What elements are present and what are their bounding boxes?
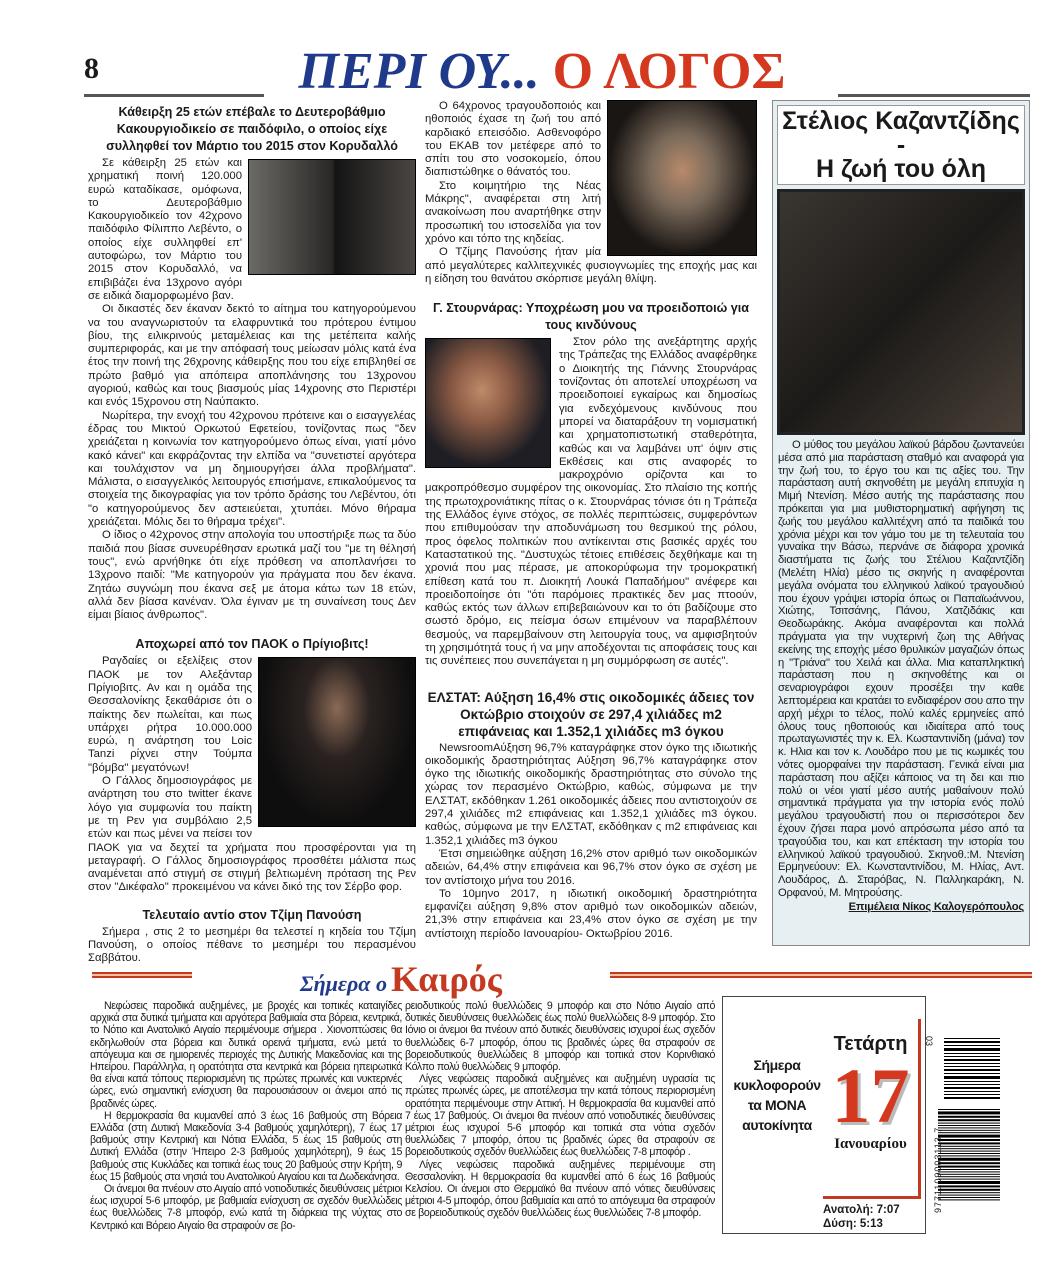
article-paragraph: Στον ρόλο της ανεξάρτητης αρχής της Τράπεζας της Ελλάδος αναφέρθηκε ο Διοικητής της Γιάννης Στουρνάρας τονίζοντας ότι αποτελεί υποχρέωση να προειδοποιεί εγκαίρως και δημοσίως για ενδεχόμενους κινδύνους που μπορεί να διαταράξουν τη νομισματική και χρηματοπιστωτική σταθερότητα, καθώς και να λαμβάνει υπ' όψιν στις Εκθέσεις και στις αναφορές το μακροχρόνιο ορίζοντα και το μακροπρόθεσμο συμφέρον της οικονομίας. Στο πλαίσιο της κοπής της πρωτοχρονιάτικης πίτας ο κ. Στουρνάρας τόνισε ότι η Τράπεζα της Ελλάδος έγινε στόχος, σε πολλές περιπτώσεις, συμφερόντων που επιθυμούσαν την αποδυνάμωση του θεσμικού της ρόλου, προς όφελος πολιτικών που αντίκεινται στις βασικές αρχές του Καταστατικού της. "Δυστυχώς τέτοιες επιθέσεις δεχθήκαμε και τη χρονιά που μας πέρασε, με αποκορύφωμα την τρομοκρατική επίθεση κατά του π. Διοικητή Λουκά Παπαδήμου" ανέφερε και προειδοποίησε ότι "ότι παρόμοιες πρακτικές δεν μας πτοούν, καθώς εκτός των άλλων επιβεβαιώνουν και το ότι βαδίζουμε στο σωστό δρόμο, εις πείσμα όσων επιμένουν να παραβλέπουν θεσμούς, να παρεμβαίνουν στη λειτουργία τους, να αμφισβητούν τη χρησιμότητά τους ή να μην αποδέχονται τις αποφάσεις τους και τις συνέπειες που συνεπάγεται η μη συμμόρφωση σε αυτές". — [425, 336, 757, 668]
photo-stournaras — [425, 338, 551, 468]
headline-stournaras: Γ. Στουρνάρας: Υποχρέωση μου να προειδοποιώ για τους κινδύνους — [433, 301, 749, 333]
kazantzidis-feature — [772, 100, 1030, 946]
headline-elstat: ΕΛΣΤΑΤ: Αύξηση 16,4% στις οικοδομικές άδειες τον Οκτώβριο στοιχούν σε 297,4 χιλιάδες m2 επιφάνειας και 1.352,1 χιλιάδες m3 όγκου — [427, 689, 755, 739]
masthead-part1: ΠΕΡΙ ΟΥ... — [298, 43, 540, 100]
weather-column-1 — [90, 1000, 402, 1232]
date-box — [722, 996, 926, 1234]
article-paragraph: Σήμερα , στις 2 το μεσημέρι θα τελεστεί η κηδεία του Τζίμη Πανούση, ο οποίος πέθανε το μεσημέρι του περασμένου Σαββάτου. — [88, 925, 416, 965]
notice-line: αυτοκίνητα — [742, 1117, 812, 1133]
column-2 — [425, 100, 757, 941]
article-paragraph: Σε κάθειρξη 25 ετών και χρηματική ποινή 120.000 ευρώ καταδίκασε, ομόφωνα, το Δευτεροβάθμιο Κακουργιοδικείο τον 42χρονο παιδόφιλο Φίλιππο Λεβέντο, ο οποίος είχε συλληφθεί επ' αυτοφώρω, τον Μάρτιο του 2015 στον Κορυδαλλό, να επιβιβάζει ένα 13χρονο αγόρι σε ειδικά διαμορφωμένο βαν. — [88, 157, 242, 302]
weather-paragraph: Η θερμοκρασία θα κυμανθεί από 3 έως 16 βαθμούς στη Βόρεια Ελλάδα (στη Δυτική Μακεδονία 3-4 βαθμούς χαμηλότερη), 7 έως 17 βαθμούς στην Κεντρική και Νότια Ελλάδα, 5 έως 15 βαθμούς στη Δυτική Ελλάδα (στην Ήπειρο 2-3 βαθμούς χαμηλότερη), 9 έως 15 βαθμούς στις Κυκλάδες και τοπικά έως τους 20 βαθμούς στην Κρήτη, 9 έως 15 βαθμούς στα νησιά του Ανατολικού Αιγαίου και τα Δωδεκάνησα. — [90, 1109, 402, 1183]
header-rule-right — [838, 94, 1030, 97]
traffic-notice — [731, 1055, 823, 1135]
article-paragraph: Ο 64χρονος τραγουδοποιός και ηθοποιός έχασε τη ζωή του από καρδιακό επεισόδιο. Ασθενοφόρο του ΕΚΑΒ τον μετέφερε από το σπίτι του στο νοσοκομείο, όπου διαπιστώθηκε ο θάνατός του. — [425, 100, 601, 179]
notice-line: Σήμερα — [753, 1057, 801, 1073]
barcode-number: 9771109003113 7 — [933, 1126, 943, 1213]
column-1 — [88, 100, 416, 966]
weekday: Τετάρτη — [833, 1033, 908, 1055]
weather-paragraph: Νεφώσεις παροδικά αυξημένες, με βροχές και τοπικές καταιγίδες αρχικά στα δυτικά τμήματα και αργότερα βαθμιαία στα βόρεια, κεντρικά, το Νότιο και Ανατολικό Αιγαίο περιμένουμε σήμερα . Χιονοπτώσεις θα εκδηλωθούν στα βόρεια και δυτικά ορεινά τμήματα, ενώ μετά το απόγευμα και σε ημιορεινές περιοχές της Δυτικής Μακεδονίας και της Ηπείρου. Παράλληλα, η ορατότητα στα κεντρικά και βόρεια ηπειρωτικά θα είναι κατά τόπους περιορισμένη τις πρώτες πρωινές και νυκτερινές ώρες, ενώ σημαντική ενίσχυση θα παρουσιάσουν οι άνεμοι από τις βραδινές ώρες. — [90, 1000, 402, 1110]
feature-title-line1: Στέλιος Καζαντζίδης - — [782, 107, 1020, 159]
banner-rule-left — [92, 972, 192, 978]
feature-title — [777, 105, 1025, 185]
section-masthead — [262, 42, 822, 101]
headline-paok: Αποχωρεί από τον ΠΑΟΚ ο Πρίγιοβιτς! — [135, 637, 369, 652]
weather-paragraph: Οι άνεμοι θα πνέουν στο Αιγαίο από νοτιοδυτικές διευθύνσεις μέτριοι έως ισχυροί 5-6 μποφόρ, με βαθμιαία ενίσχυση σε σχεδόν θυελλώδεις έως θυελλώδεις 7-8 μποφόρ, ενώ κατά τη διάρκεια της νύχτας στο Κεντρικό και Βόρειο Αιγαίο θα στραφούν σε βο- — [90, 1183, 402, 1232]
article-paragraph: Ο ίδιος ο 42χρονος στην απολογία του υποστήριξε πως τα δύο παιδιά που βίασε συνευρέθησαν ερωτικά μαζί του "με τη θέλησή τους", ενώ αρνήθηκε ότι είχε πρόθεση να αποπλανήσει το 13χρονο παιδί: "Με κατηγορούν για πράγματα που δεν έκανα. Ζητάω συγνώμη που έκανα σεξ με άτομα κάτω των 18 ετών, αλλά δεν βίασα κανέναν. Όλα έγιναν με τη συναίνεση τους Δεν είμαι βίαιος άνθρωπος". — [88, 529, 416, 622]
feature-title-line2: Η ζωή του όλη — [815, 155, 987, 183]
article-paragraph: NewsroomΑύξηση 96,7% καταγράφηκε στον όγκο της ιδιωτικής οικοδομικής δραστηριότητας Αύξηση 96,7% καταγράφηκε στον όγκο της ιδιωτικής οικοδομικής δραστηριότητας στο σύνολο της χώρας τον περασμένο Οκτώβριο, καθώς, σύμφωνα με την ΕΛΣΤΑΤ, εκδόθηκαν 1.261 οικοδομικές άδειες που αντιστοιχούν σε 297,4 χιλιάδες m2 επιφάνειας και 1.352,1 χιλιάδες m3 όγκου. καθώς, σύμφωνα με την ΕΛΣΤΑΤ, εκδόθηκαν ς m2 επιφάνειας και 1.352,1 χιλιάδες m3 όγκου — [425, 741, 757, 847]
feature-credit: Επιμέλεια Νίκος Καλογερόπουλος — [848, 900, 1024, 913]
weather-paragraph: Λίγες νεφώσεις παροδικά αυξημένες και αυξημένη υγρασία τις πρώτες πρωινές ώρες, με αποτέλεσμα την κατά τόπους περιορισμένη ορατότητα περιμένουμε στην Αττική. Η θερμοκρασία θα κυμανθεί από 7 έως 17 βαθμούς. Οι άνεμοι θα πνέουν από νοτιοδυτικές διευθύνσεις μέτριοι έως ισχυροί 5-6 μποφόρ και τοπικά στα νότια σχεδόν θυελλώδεις 7 μποφόρ, όπου τις βραδινές ώρες θα στραφούν σε βορειοδυτικούς σχεδόν θυελλώδεις έως θυελλώδεις 7-8 μποφόρ . — [405, 1073, 715, 1159]
headline-kathirxi: Κάθειρξη 25 ετών επέβαλε το Δευτεροβάθμιο Κακουργιοδικείο σε παιδόφιλο, ο οποίος είχε συλληφθεί τον Μάρτιο του 2015 στον Κορυδαλλό — [106, 105, 398, 153]
banner-rule-right — [610, 972, 1032, 978]
feature-paragraph: Ο μύθος του μεγάλου λαϊκού βάρδου ζωντανεύει μέσα από μια παράσταση σταθμό και αναφορά για την ζωή του, το έργο του και τις αξίες του. Την παράσταση αυτή σκηνοθέτη με μεγάλη επιτυχία η Μιμή Ντενίση. Μέσο αυτής της παράστασης που πρόκειται για μια μυθιστορηματική αφήγηση τις ζωής του μεγάλου καλλιτέχνη από τα παιδικά του χρόνια μέχρι και τον γάμο του με τη τελευταία του γυναίκα την Βάσω, περνάνε σε διάφορα χρονικά διαστήματα τις ζωής του Στέλιου Καζαντζίδη (Μελέτη Ηλία) μέσο τις σκηνής η αναφέρονται μεγάλα ονόματα του ελληνικού λαϊκού τραγουδιού που έχουν γράψει ιστορία όπως οι Παπαϊωάννου, Χιώτης, Τσιτσάνης, Πάνου, Χατζιδάκις και Θεοδωράκης. Ακόμα αναφέρονται και πολλά πράγματα για την νυχτερινή ζωη της Αθήνας εκείνης της εποχής μέσο θρυλικών μαγαζιών όπως η "Τριάνα" του Χειλά και άλλα. Μια καταπληκτική παράσταση που η σκηνοθέτης και οι σεναριογράφοι εχουν προσέξει την καθε λεπτομέρεια και κρατάει το ενδιαφέρον σου απο την αρχή μέχρι το τέλος, πολύ καλές ερμηνείες από όλους τους ηθοποιούς και ιδιαίτερα από τους πρωταγωνιστές την κ. Ελ. Κωσταντινίδη (μάνα) τον κ. Ηλια και τον κ. Λουδάρο που με τις κωμικές του νότες ομορφαίνει την παράσταση. Γενικά είναι μια παράσταση που αξίζει κάποιος να τη δει και πιο πολύ οι νέοι γιατί μέσο αυτής μαθαίνουν πολύ σημαντικά πράγματα για την ιστορία ενός πολύ μεγάλου τραγουδιστή που οι περισσότεροι δεν έχουν ζήσει παρα μονό απρόσωπα μέσο από τα τραγούδια του, και κατ επέκταση την ιστορία του ελληνικού λαϊκού τραγουδιού. Σκηνοθ.:Μ. Ντενίση Ερμηνεύουν: Ελ. Κωνσταντινίδου, Μ. Ηλίας, Αντ. Λουδάρος, Δ. Σταρόβας, Ν. Παλληκαράκη, Ν. Ορφανού, Μ. Μητρούσης. — [778, 439, 1024, 899]
article-paragraph: Ραγδαίες οι εξελίξεις στον ΠΑΟΚ με τον Αλεξάνταρ Πρίγιοβιτς. Αν και η ομάδα της Θεσσαλονίκης ξεκαθάρισε ότι ο παίκτης δεν πωλείται, και πως υπάρχει ρήτρα 10.000.000 ευρώ, η ανάρτηση του Loic Tanzi ρίχνει στην Τούμπα "βόμβα" μεγατόνων! — [88, 655, 252, 774]
photo-actors — [777, 189, 1025, 435]
weather-paragraph: ρειοδυτικούς πολύ θυελλώδεις 9 μποφόρ και στο Νότιο Αιγαίο από δυτικές διευθύνσεις θυελλώδεις έως πολύ θυελλώδεις 8-9 μποφόρ. Στο Ιόνιο οι άνεμοι θα πνέουν από δυτικές διευθύνσεις ισχυροί έως σχεδόν θυελλώδεις 6-7 μποφόρ, όπου τις βραδινές ώρες θα στραφούν σε βορειοδυτικούς θυελλώδεις 8 μποφόρ και τοπικά στον Κορινθιακό Κόλπο πολύ θυελλώδεις 9 μποφόρ. — [405, 1000, 715, 1074]
barcode-issue: 03 — [924, 1035, 935, 1047]
weather-column-2 — [405, 1000, 715, 1220]
barcode — [924, 1034, 1002, 1213]
article-paragraph: Ο Γάλλος δημοσιογράφος με ανάρτηση του στο twitter έκανε λόγο για συμφωνία του παίκτη με τη Ρεν για συμβόλαιο 2,5 ετών και πως μένει να πείσει τον ΠΑΟΚ για να δεχτεί τα χρήματα που προσφέρονται για τη μεταγραφή. Ο Γάλλος δημοσιογράφος προσθέτει μάλιστα πως αναμένεται από στιγμή σε στιγμή βελτιωμένη πρόταση της Ρεν στον "Δικέφαλο" προκειμένου να κάνει δικό της τον Σέρβο φορ. — [88, 775, 416, 894]
article-paragraph: Στο κοιμητήριο της Νέας Μάκρης", αναφέρεται στη λιτή ανακοίνωση που αναρτήθηκε στην προσωπική του ιστοσελίδα για τον χρόνο και τόπο της κηδείας. — [425, 179, 601, 245]
weather-title-part2: Καιρός — [390, 959, 502, 999]
calendar-date — [823, 1019, 921, 1199]
header-rule-left — [84, 94, 264, 97]
notice-line: τα ΜΟΝΑ — [747, 1097, 807, 1113]
article-paragraph: Έτσι σημειώθηκε αύξηση 16,2% στον αριθμό των οικοδομικών αδειών, 64,4% στην επιφάνεια και 96,7% στον όγκο σε σχέση με τον αντίστοιχο μήνα του 2016. — [425, 847, 757, 887]
sunrise: Ανατολή: 7:07 — [823, 1204, 900, 1216]
photo-defendant — [248, 159, 416, 275]
article-paragraph: Το 10μηνο 2017, η ιδιωτική οικοδομική δραστηριότητα εμφανίζει αύξηση 9,8% στον αριθμό των οικοδομικών αδειών, 21,3% στην επιφάνεια και 23,4% στον όγκο σε σχέση με την αντίστοιχη περίοδο Ιανουαρίου- Οκτωβρίου 2016. — [425, 887, 757, 940]
photo-panousis — [607, 100, 757, 256]
article-paragraph: Οι δικαστές δεν έκαναν δεκτό το αίτημα του κατηγορούμενου να του αναγνωριστούν τα ελαφρυντικά του πρότερου έντιμου βίου, της ειλικρινούς μεταμέλειας και της μετέπειτα καλής συμπεριφοράς, και με την απόφασή τους μείωσαν μόλις κατά ένα έτος την ποινή της 26χρονης κάθειρξης που του είχε επιβληθεί σε πρώτο βαθμό για απόπειρα αποπλάνησης του 13χρονου αγοριού, καθώς και τους βιασμούς μίας 14χρονης στο Περιστέρι και ενός 15χρονου στη Ναύπακτο. — [88, 303, 416, 409]
article-paragraph: Ο Τζίμης Πανούσης ήταν μία από μεγαλύτερες καλλιτεχνικές φυσιογνωμίες της εποχής μας και η είδηση του θανάτου σκόρπισε μεγάλη θλίψη. — [425, 246, 757, 285]
day-number: 17 — [831, 1052, 910, 1139]
notice-line: κυκλοφορούν — [733, 1077, 821, 1093]
weather-title — [300, 958, 502, 1000]
headline-panousis: Τελευταίο αντίο στον Τζίμη Πανούση — [142, 907, 362, 922]
sun-times — [823, 1203, 900, 1231]
weather-title-part1: Σήμερα ο — [300, 971, 387, 996]
month: Ιανουαρίου — [834, 1136, 907, 1152]
page-number: 8 — [84, 52, 99, 85]
sunset: Δύση: 5:13 — [823, 1218, 883, 1230]
masthead-part2: Ο ΛΟΓΟΣ — [552, 43, 786, 100]
weather-banner — [92, 958, 1032, 999]
weather-paragraph: Λίγες νεφώσεις παροδικά αυξημένες περιμένουμε στη Θεσσαλονίκη. Η θερμοκρασία θα κυμανθεί από 6 έως 16 βαθμούς Κελσίου. Οι άνεμοι στο Θερμαϊκό θα πνέουν από νότιες διευθύνσεις μέτριοι 4-5 μποφόρ, όπου βαθμιαία και από το απόγευμα θα στραφούν σε βορειοδυτικούς σχεδόν θυελλώδεις έως θυελλώδεις 7-8 μποφόρ. — [405, 1158, 715, 1220]
article-paragraph: Νωρίτερα, την ενοχή του 42χρονου πρότεινε και ο εισαγγελέας έδρας του Μικτού Ορκωτού Εφετείου, τονίζοντας πως "δεν χρειάζεται η κοινωνία τον κατηγορούμενο όπως είναι, γιατί μόνο κακό κάνει" και εκφράζοντας την ελπίδα να "συνετιστεί αργότερα και τουλάχιστον να μη δημιουργήσει άλλα προβλήματα". Μάλιστα, ο εισαγγελικός λειτουργός επισήμανε, επικαλούμενος τα στοιχεία της δικογραφίας για τον τρόπο δράσης του Λεβέντου, ότι "ο κατηγορούμενος δεν αστειεύεται, χτυπάει. Μόνο θήραμα χρειάζεται. Μόλις δει το θήραμα τρέχει". — [88, 409, 416, 529]
photo-player — [258, 657, 416, 827]
